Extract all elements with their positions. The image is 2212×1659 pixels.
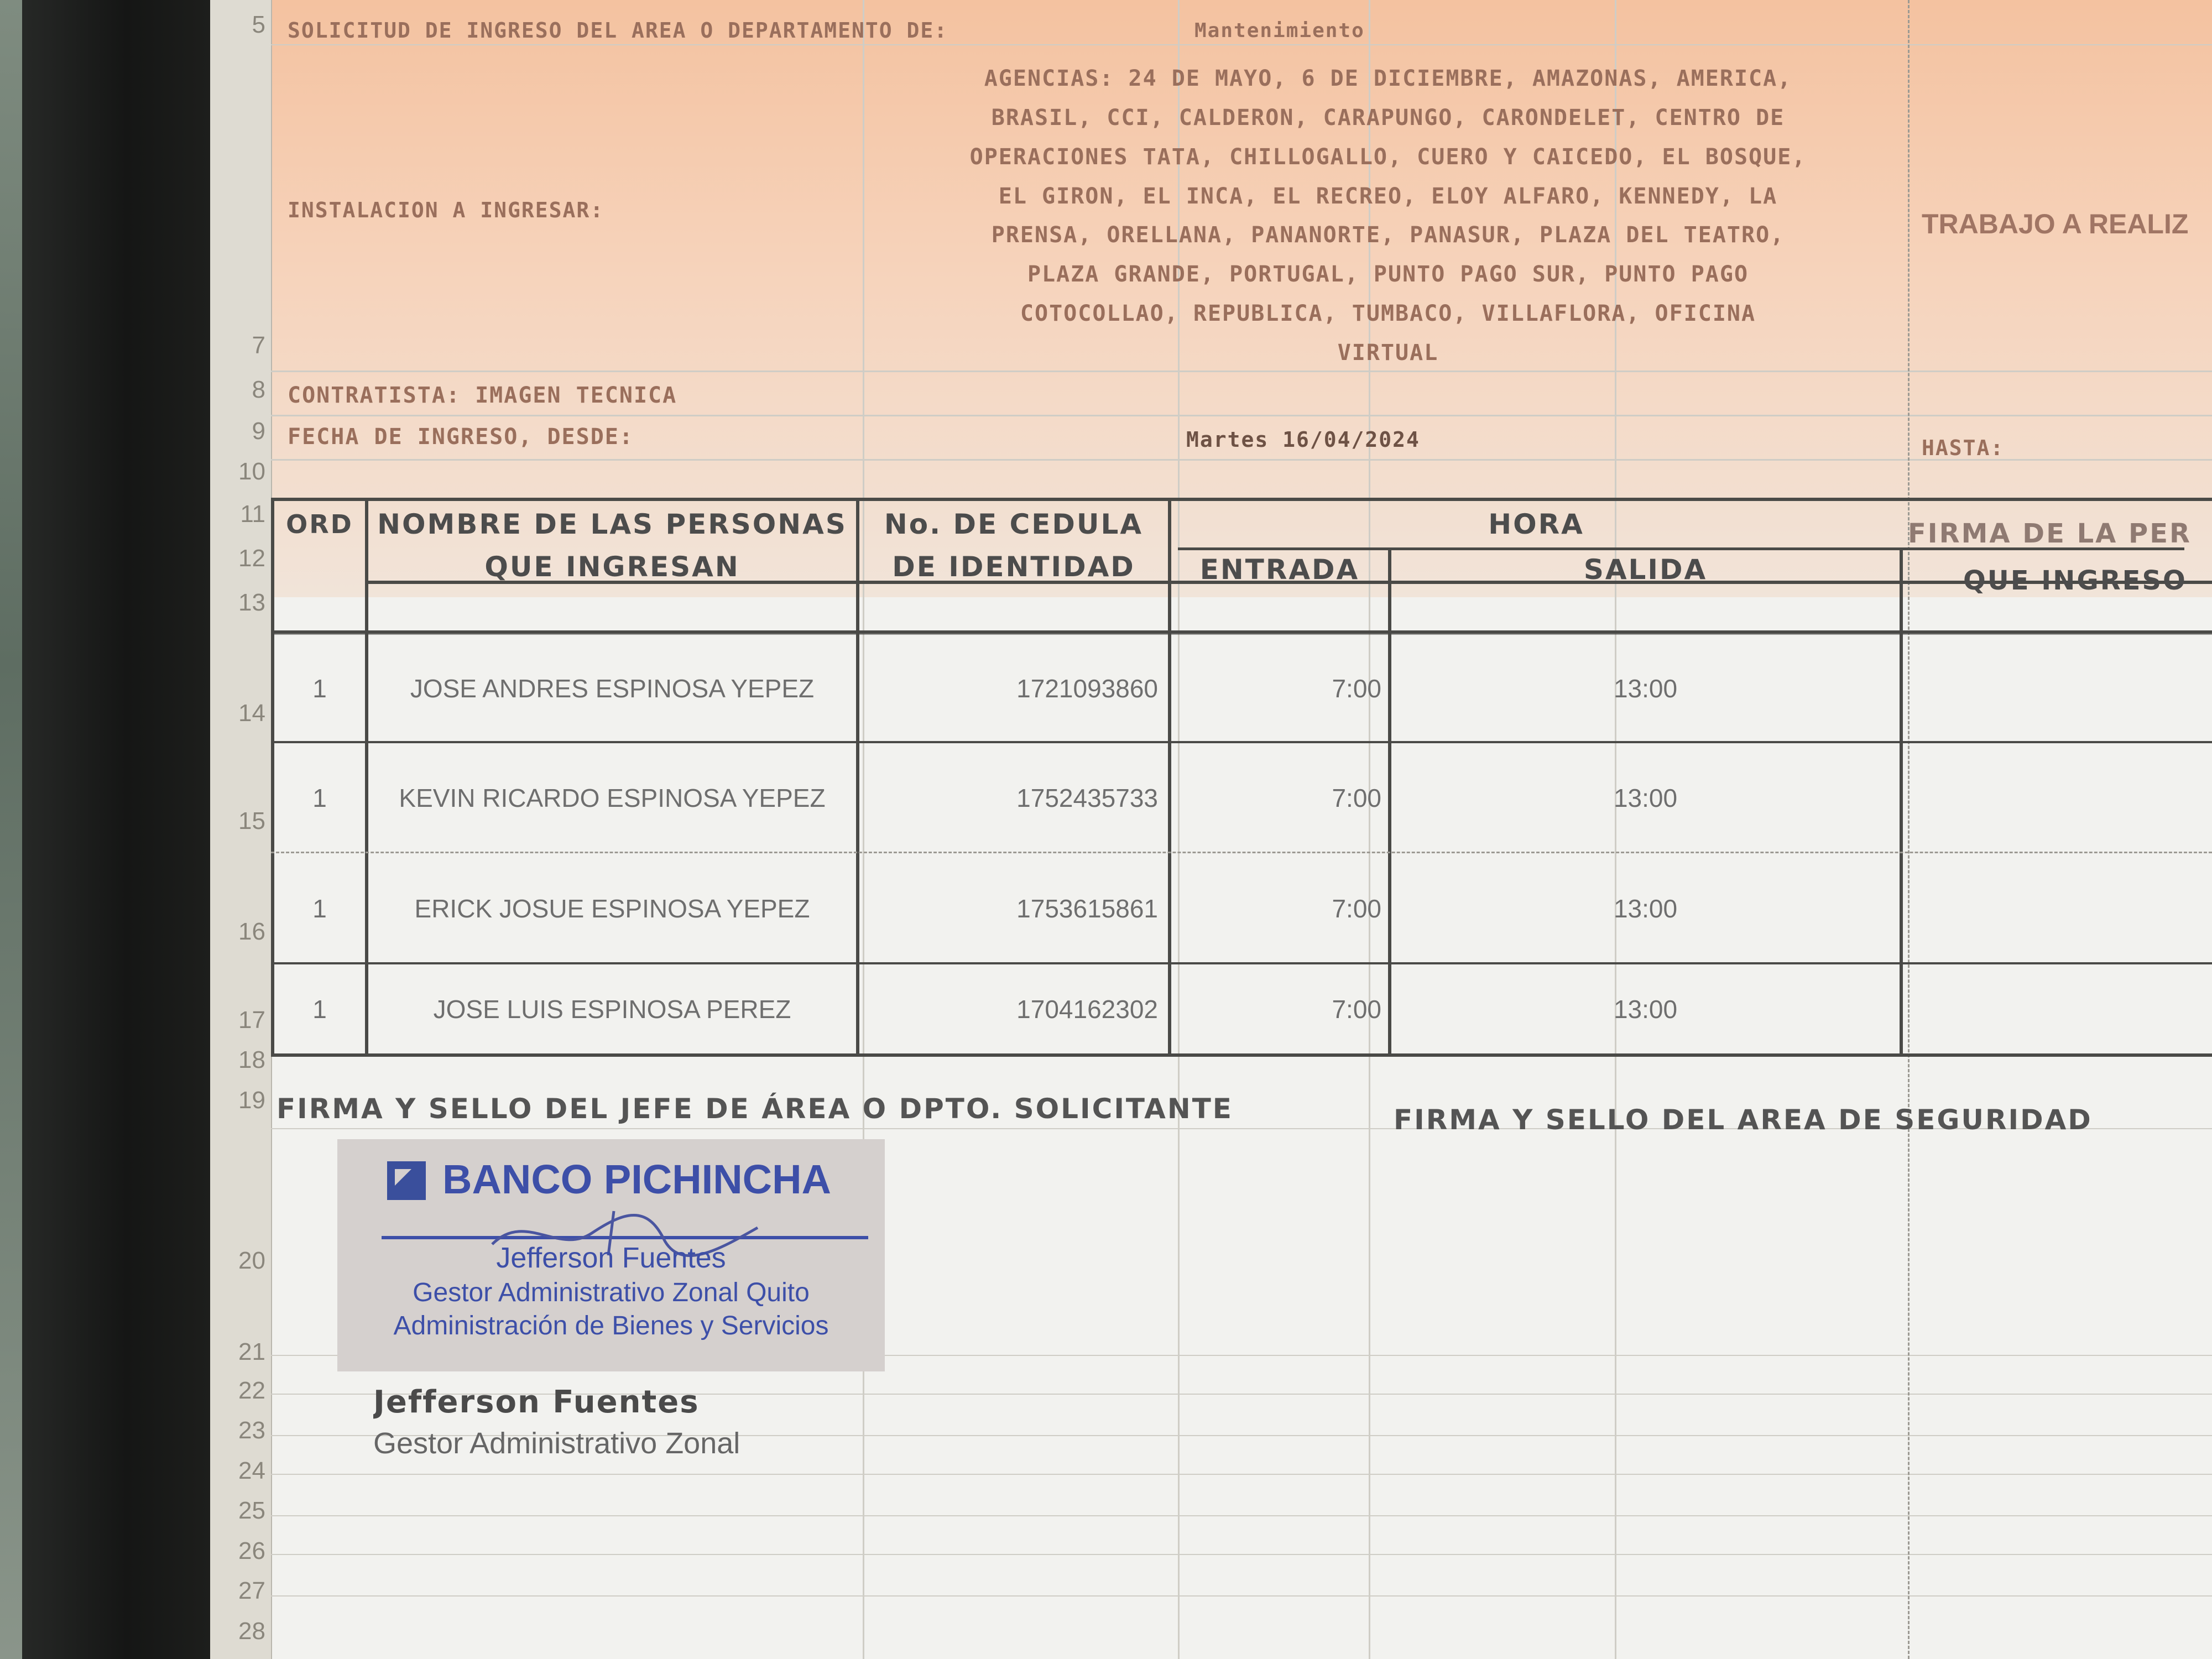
grid-line	[271, 1554, 2212, 1555]
grid-line	[271, 371, 2212, 372]
cell-exit[interactable]: 13:00	[1613, 674, 1678, 703]
cell-ord[interactable]: 1	[312, 783, 327, 812]
security-signature-label[interactable]: FIRMA Y SELLO DEL AREA DE SEGURIDAD	[1394, 1104, 2093, 1136]
agencies-line: EL GIRON, EL INCA, EL RECREO, ELOY ALFARO, KENNEDY, LA	[998, 183, 1778, 209]
table-border	[271, 633, 2212, 635]
signer-title[interactable]: Gestor Administrativo Zonal	[373, 1427, 740, 1460]
row-number[interactable]: 7	[252, 332, 265, 359]
bank-logo-icon	[387, 1161, 426, 1200]
cell-entry[interactable]: 7:00	[1332, 894, 1381, 923]
cell-name[interactable]: KEVIN RICARDO ESPINOSA YEPEZ	[399, 783, 826, 812]
header-id-line2[interactable]: DE IDENTIDAD	[892, 551, 1135, 583]
row-number[interactable]: 18	[238, 1046, 265, 1073]
row-number[interactable]: 27	[238, 1577, 265, 1604]
agencies-line: BRASIL, CCI, CALDERON, CARAPUNGO, CARONDELET, CENTRO DE	[991, 105, 1785, 131]
agencies-line: AGENCIAS: 24 DE MAYO, 6 DE DICIEMBRE, AMAZONAS, AMERICA,	[984, 66, 1792, 91]
grid-line	[271, 415, 2212, 416]
header-hour[interactable]: HORA	[1488, 508, 1584, 540]
row-number[interactable]: 23	[238, 1417, 265, 1444]
row-number[interactable]: 14	[238, 700, 265, 727]
work-label[interactable]: TRABAJO A REALIZ	[1922, 208, 2189, 239]
row-number[interactable]: 21	[238, 1338, 265, 1365]
cell-ord[interactable]: 1	[312, 674, 327, 703]
table-border	[271, 962, 2212, 964]
department-value[interactable]: Mantenimiento	[1194, 19, 1365, 42]
bank-stamp	[337, 1139, 885, 1371]
cell-id[interactable]: 1704162302	[1016, 995, 1158, 1024]
cell-ord[interactable]: 1	[312, 894, 327, 923]
cell-exit[interactable]: 13:00	[1613, 783, 1678, 812]
cell-name[interactable]: JOSE LUIS ESPINOSA PEREZ	[433, 995, 791, 1024]
row-number[interactable]: 15	[238, 807, 265, 834]
row-number[interactable]: 5	[252, 11, 265, 38]
header-exit[interactable]: SALIDA	[1583, 554, 1708, 586]
row-number[interactable]: 13	[238, 589, 265, 616]
agencies-line: VIRTUAL	[1337, 340, 1439, 366]
contractor-label[interactable]: CONTRATISTA: IMAGEN TECNICA	[288, 383, 677, 408]
cell-name[interactable]: ERICK JOSUE ESPINOSA YEPEZ	[414, 894, 810, 923]
cell-exit[interactable]: 13:00	[1613, 995, 1678, 1024]
department-head-signature-label[interactable]: FIRMA Y SELLO DEL JEFE DE ÁREA O DPTO. SOLICITANTE	[276, 1093, 1233, 1125]
agencies-line: OPERACIONES TATA, CHILLOGALLO, CUERO Y CAICEDO, EL BOSQUE,	[969, 144, 1807, 170]
grid-line	[271, 459, 2212, 461]
cell-ord[interactable]: 1	[312, 995, 327, 1024]
stamp-bank-name: BANCO PICHINCHA	[442, 1156, 831, 1202]
row-number[interactable]: 9	[252, 418, 265, 445]
stamp-person-name: Jefferson Fuentes	[496, 1242, 726, 1274]
cell-entry[interactable]: 7:00	[1332, 995, 1381, 1024]
entry-date-value[interactable]: Martes 16/04/2024	[1186, 427, 1420, 452]
row-number[interactable]: 17	[238, 1006, 265, 1034]
table-border	[271, 741, 2212, 743]
stamp-department: Administración de Bienes y Servicios	[393, 1311, 829, 1340]
row-number[interactable]: 22	[238, 1377, 265, 1404]
installation-agencies[interactable]	[868, 61, 1908, 371]
row-number[interactable]: 19	[238, 1087, 265, 1114]
cell-entry[interactable]: 7:00	[1332, 674, 1381, 703]
header-names-line2[interactable]: QUE INGRESAN	[484, 551, 740, 583]
row-number[interactable]: 26	[238, 1537, 265, 1564]
cell-id[interactable]: 1721093860	[1016, 674, 1158, 703]
table-border	[271, 1053, 2212, 1057]
spreadsheet-screen	[210, 0, 2212, 1659]
background-edge	[0, 0, 22, 1659]
row-number[interactable]: 8	[252, 376, 265, 403]
cell-entry[interactable]: 7:00	[1332, 783, 1381, 812]
row-number[interactable]: 12	[238, 545, 265, 572]
signer-name[interactable]: Jefferson Fuentes	[373, 1384, 700, 1420]
header-signature-line2[interactable]: QUE INGRESO	[1963, 565, 2187, 596]
installation-label[interactable]: INSTALACION A INGRESAR:	[288, 198, 604, 222]
row-number[interactable]: 28	[238, 1618, 265, 1645]
page-break-line	[271, 852, 2212, 853]
row-number[interactable]: 11	[240, 500, 265, 528]
agencies-line: PLAZA GRANDE, PORTUGAL, PUNTO PAGO SUR, PUNTO PAGO	[1027, 262, 1749, 288]
grid-line	[271, 1595, 2212, 1597]
header-entry[interactable]: ENTRADA	[1199, 554, 1360, 586]
agencies-line: COTOCOLLAO, REPUBLICA, TUMBACO, VILLAFLORA, OFICINA	[1020, 301, 1756, 327]
row-number[interactable]: 24	[238, 1457, 265, 1484]
header-signature-line1[interactable]: FIRMA DE LA PER	[1908, 518, 2192, 549]
page-break-line	[1908, 0, 1910, 1659]
row-number[interactable]: 10	[238, 458, 265, 485]
cell-exit[interactable]: 13:00	[1613, 894, 1678, 923]
table-border	[1900, 547, 1903, 1056]
agencies-line: PRENSA, ORELLANA, PANANORTE, PANASUR, PLAZA DEL TEATRO,	[991, 222, 1785, 248]
entry-date-label[interactable]: FECHA DE INGRESO, DESDE:	[288, 424, 634, 450]
stamp-title: Gestor Administrativo Zonal Quito	[413, 1278, 810, 1307]
cell-id[interactable]: 1752435733	[1016, 783, 1158, 812]
until-label[interactable]: HASTA:	[1922, 436, 2005, 460]
cell-name[interactable]: JOSE ANDRES ESPINOSA YEPEZ	[410, 674, 815, 703]
row-number[interactable]: 20	[238, 1247, 265, 1274]
grid-line	[271, 1515, 2212, 1516]
header-names-line1[interactable]: NOMBRE DE LAS PERSONAS	[377, 508, 847, 540]
header-id-line1[interactable]: No. DE CEDULA	[884, 508, 1144, 540]
row-number[interactable]: 16	[238, 918, 265, 945]
department-label[interactable]: SOLICITUD DE INGRESO DEL AREA O DEPARTAMENTO DE:	[288, 18, 948, 43]
row-number-column	[210, 0, 272, 1659]
row-number[interactable]: 25	[238, 1497, 265, 1524]
cell-id[interactable]: 1753615861	[1016, 894, 1158, 923]
header-ord[interactable]: ORD	[286, 509, 353, 539]
monitor-bezel	[0, 0, 210, 1659]
grid-line	[271, 1474, 2212, 1475]
